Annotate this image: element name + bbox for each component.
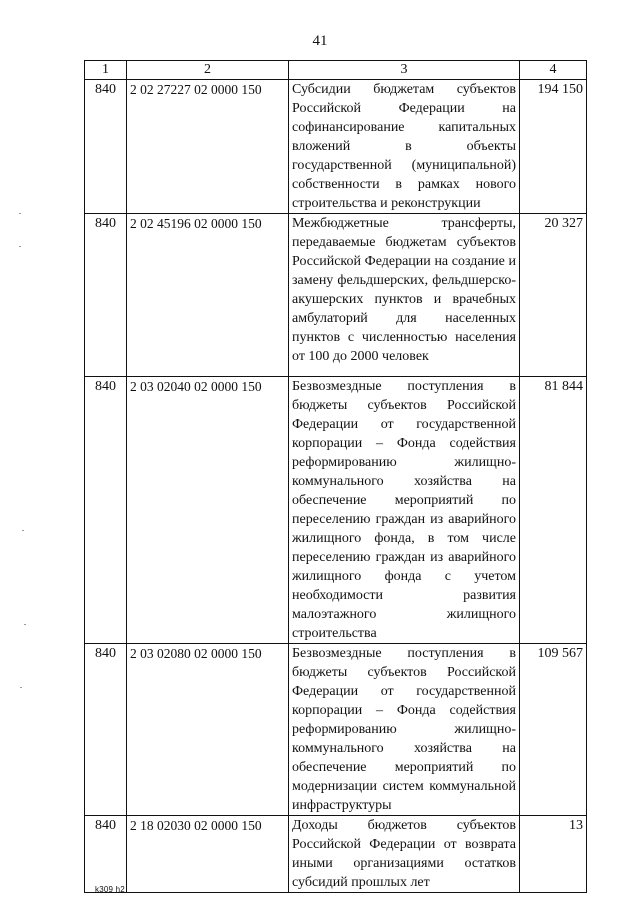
- amount-cell: 194 150: [520, 80, 587, 214]
- scan-speck: [20, 687, 22, 688]
- amount-cell: 109 567: [520, 644, 587, 816]
- revenue-code-cell: 2 03 02080 02 0000 150: [127, 644, 289, 816]
- table-body: [85, 80, 587, 893]
- column-header-4: 4: [520, 61, 587, 80]
- description-cell: Доходы бюджетов субъектов Российской Федерации от возврата иными организациями остатков субсидий прошлых лет: [289, 816, 520, 893]
- amount-cell: 81 844: [520, 377, 587, 644]
- revenue-code-cell: 2 02 45196 02 0000 150: [127, 214, 289, 377]
- table-row: [85, 377, 587, 644]
- table-row: [85, 816, 587, 893]
- description-cell: Безвозмездные поступления в бюджеты субъектов Российской Федерации от государственной корпорации – Фонда содействия реформированию жилищно-коммунального хозяйства на обеспечение мероприятий по модернизации систем коммунальной инфраструктуры: [289, 644, 520, 816]
- table-row: [85, 80, 587, 214]
- revenue-code-cell: 2 02 27227 02 0000 150: [127, 80, 289, 214]
- column-header-1: 1: [85, 61, 127, 80]
- amount-cell: 13: [520, 816, 587, 893]
- scan-speck: [19, 213, 21, 214]
- column-header-2: 2: [127, 61, 289, 80]
- description-cell: Межбюджетные трансферты, передаваемые бюджетам субъектов Российской Федерации на создание и замену фельдшерских, фельдшерско-акушерских пунктов и врачебных амбулаторий для населенных пунктов с численностью населения от 100 до 2000 человек: [289, 214, 520, 377]
- document-footer-code: k309 h2: [95, 885, 125, 894]
- scan-speck: [24, 624, 26, 625]
- table-header: [85, 61, 587, 80]
- budget-table: [84, 60, 587, 893]
- column-header-3: 3: [289, 61, 520, 80]
- amount-cell: 20 327: [520, 214, 587, 377]
- table-row: [85, 214, 587, 377]
- table-row: [85, 644, 587, 816]
- admin-code-cell: 840: [85, 644, 127, 816]
- admin-code-cell: 840: [85, 377, 127, 644]
- revenue-code-cell: 2 03 02040 02 0000 150: [127, 377, 289, 644]
- scan-speck: [19, 246, 21, 247]
- header-row: [85, 61, 587, 80]
- revenue-code-cell: 2 18 02030 02 0000 150: [127, 816, 289, 893]
- scan-speck: [22, 530, 24, 531]
- admin-code-cell: 840: [85, 80, 127, 214]
- description-cell: Безвозмездные поступления в бюджеты субъектов Российской Федерации от государственной корпорации – Фонда содействия реформированию жилищно-коммунального хозяйства на обеспечение мероприятий по переселению граждан из аварийного жилищного фонда, в том числе переселению граждан из аварийного жилищного фонда с учетом необходимости развития малоэтажного жилищного строительства: [289, 377, 520, 644]
- admin-code-cell: 840: [85, 816, 127, 893]
- page-number: 41: [312, 33, 328, 49]
- admin-code-cell: 840: [85, 214, 127, 377]
- description-cell: Субсидии бюджетам субъектов Российской Федерации на софинансирование капитальных вложений в объекты государственной (муниципальной) собственности в рамках нового строительства и реконструкции: [289, 80, 520, 214]
